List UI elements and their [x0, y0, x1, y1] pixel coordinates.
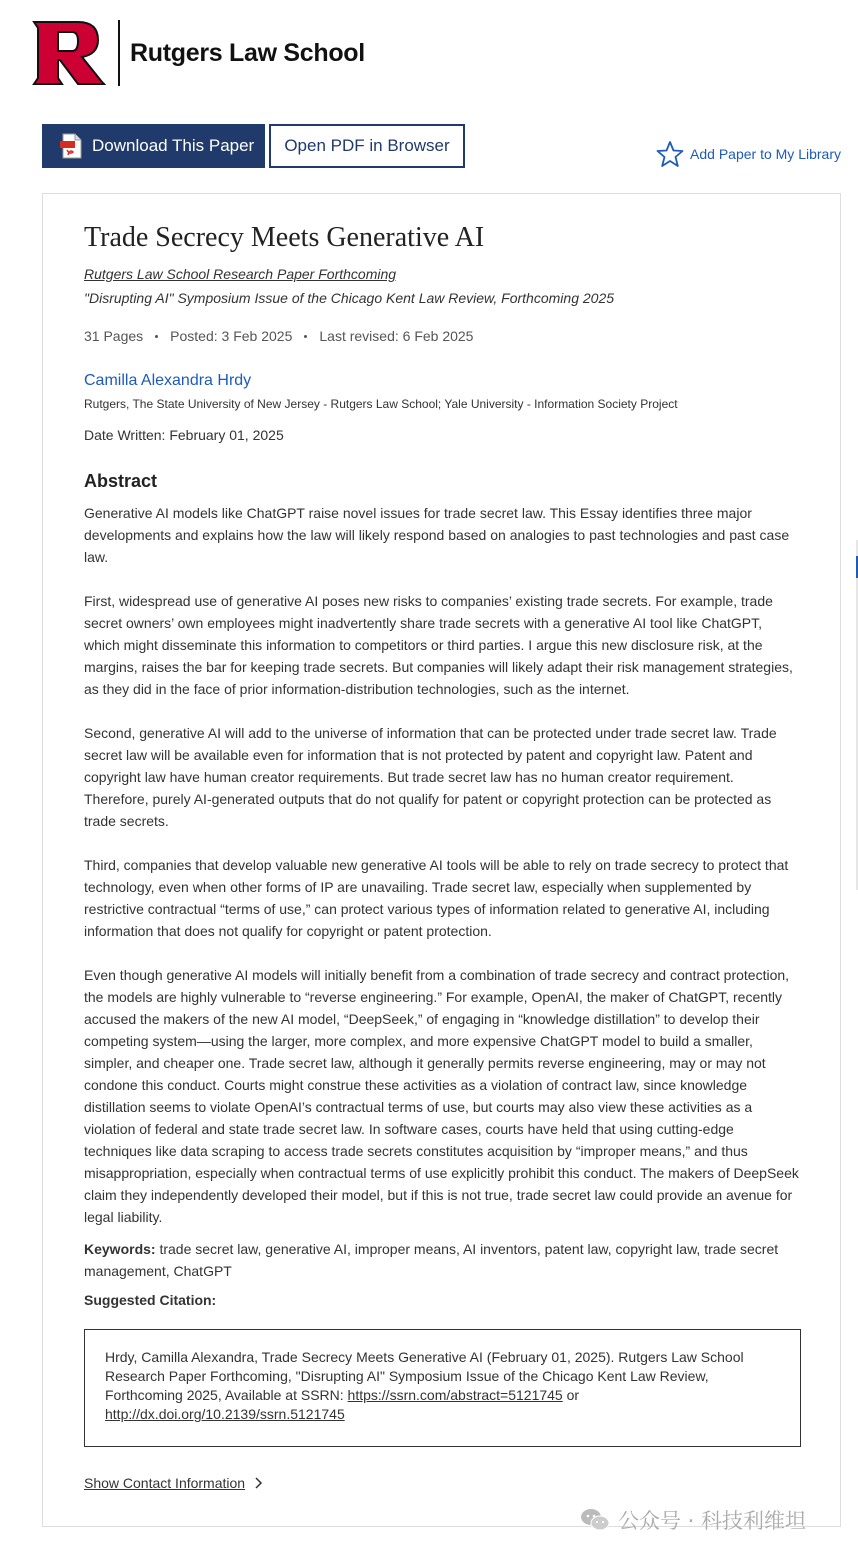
keywords-label: Keywords:: [84, 1241, 156, 1257]
logo-text: Rutgers Law School: [130, 38, 365, 67]
chevron-right-icon: [253, 1477, 263, 1489]
suggested-citation-heading: Suggested Citation:: [84, 1292, 217, 1308]
posted-date: Posted: 3 Feb 2025: [170, 328, 293, 344]
series-link[interactable]: Rutgers Law School Research Paper Forthcoming: [84, 266, 397, 282]
show-contact-info-link[interactable]: [84, 1475, 263, 1491]
open-pdf-label: Open PDF in Browser: [284, 136, 450, 155]
download-paper-button[interactable]: [42, 124, 265, 168]
download-paper-label: Download This Paper: [92, 136, 255, 155]
open-pdf-button[interactable]: [269, 124, 465, 168]
doi-link[interactable]: http://dx.doi.org/10.2139/ssrn.5121745: [105, 1406, 345, 1422]
abstract-paragraph: Even though generative AI models will initially benefit from a combination of trade secrecy and contract protection, the models are highly vulnerable to “reverse engineering.” For example, OpenAI, the maker of ChatGPT, recently accused the makers of the new AI model, “DeepSeek,” of engaging in “knowledge distillation” to develop their competing system—using the larger, more complex, and more expensive ChatGPT model to build a smaller, simpler, and cheaper one. Trade secret law, although it generally permits reverse engineering, may or may not condone this conduct. Courts might construe these activities as a violation of contract law, since knowledge distillation seems to violate OpenAI’s contractual terms of use, but courts may also view these activities as a violation of federal and state trade secret law. In software cases, courts have held that using cutting-edge techniques like data scraping to access trade secrets constitutes acquisition by “improper means,” and thus misappropriation, especially when contractual terms of use explicitly prohibit this conduct. The makers of DeepSeek claim they independently developed their model, but if this is not true, trade secret law could provide an avenue for legal liability.: [84, 967, 799, 1225]
citation-or: or: [562, 1387, 580, 1403]
paper-title: Trade Secrecy Meets Generative AI: [84, 222, 485, 253]
site-header: [32, 20, 365, 86]
logo-divider: [118, 20, 120, 86]
keywords-text: trade secret law, generative AI, improper means, AI inventors, patent law, copyright law, trade secret management, ChatGPT: [84, 1241, 779, 1279]
pdf-file-icon: [58, 133, 84, 159]
add-to-library-link[interactable]: [656, 140, 841, 168]
revised-date: Last revised: 6 Feb 2025: [319, 328, 474, 344]
date-written: Date Written: February 01, 2025: [84, 427, 284, 443]
star-outline-icon: [656, 140, 684, 168]
watermark-text: 公众号 · 科技利维坦: [618, 1509, 807, 1533]
wechat-watermark: [580, 1505, 806, 1535]
author-link[interactable]: Camilla Alexandra Hrdy: [84, 372, 252, 389]
paper-card: [42, 193, 841, 1527]
abstract-paragraph: Generative AI models like ChatGPT raise novel issues for trade secret law. This Essay identifies three major developments and explains how the law will likely respond based on analogies to past technologies and past case law.: [84, 505, 790, 565]
keywords: [84, 1238, 801, 1282]
add-to-library-label: Add Paper to My Library: [690, 146, 841, 162]
abstract-paragraph: Third, companies that develop valuable new generative AI tools will be able to rely on trade secrecy to protect that technology, even when other forms of IP are unavailing. Trade secret law, especially when supplemented by restrictive contractual “terms of use,” can protect various types of information related to generative AI, including information that does not qualify for copyright or patent protection.: [84, 857, 789, 939]
abstract-paragraph: First, widespread use of generative AI poses new risks to companies’ existing trade secrets. For example, trade secret owners’ own employees might inadvertently share trade secrets with a generative AI tool like ChatGPT, which might disseminate this information to competitors or third parties. I argue this new disclosure risk, at the margins, raises the bar for keeping trade secrets. But companies will likely adapt their risk management strategies, as they did in the face of prior information-distribution technologies, such as the internet.: [84, 593, 793, 697]
abstract-paragraph: Second, generative AI will add to the universe of information that can be protected under trade secret law. Trade secret law will be available even for information that is not protected by patent and copyright law. Patent and copyright law have human creator requirements. But trade secret law has no human creator requirement. Therefore, purely AI-generated outputs that do not qualify for patent or copyright protection can be protected as trade secrets.: [84, 725, 777, 829]
page-count: 31 Pages: [84, 328, 144, 344]
rutgers-r-logo[interactable]: [32, 20, 106, 86]
paper-meta: [84, 328, 473, 344]
author-affiliation: Rutgers, The State University of New Jersey - Rutgers Law School; Yale University - Information Society Project: [84, 397, 678, 411]
series-note: "Disrupting AI" Symposium Issue of the Chicago Kent Law Review, Forthcoming 2025: [84, 290, 615, 306]
abstract-heading: Abstract: [84, 471, 158, 491]
wechat-icon: [580, 1507, 610, 1533]
citation-box: [84, 1329, 801, 1447]
meta-separator: [155, 335, 158, 338]
meta-separator: [304, 335, 307, 338]
show-contact-info-label: Show Contact Information: [84, 1475, 246, 1491]
ssrn-link[interactable]: https://ssrn.com/abstract=5121745: [347, 1387, 563, 1403]
citation-text: Hrdy, Camilla Alexandra, Trade Secrecy Meets Generative AI (February 01, 2025). Rutgers Law School Research Paper Forthcoming, "Disrupting AI" Symposium Issue of the Chicago Kent Law Review, Forthcoming 2025, Available at SSRN:: [105, 1349, 744, 1403]
